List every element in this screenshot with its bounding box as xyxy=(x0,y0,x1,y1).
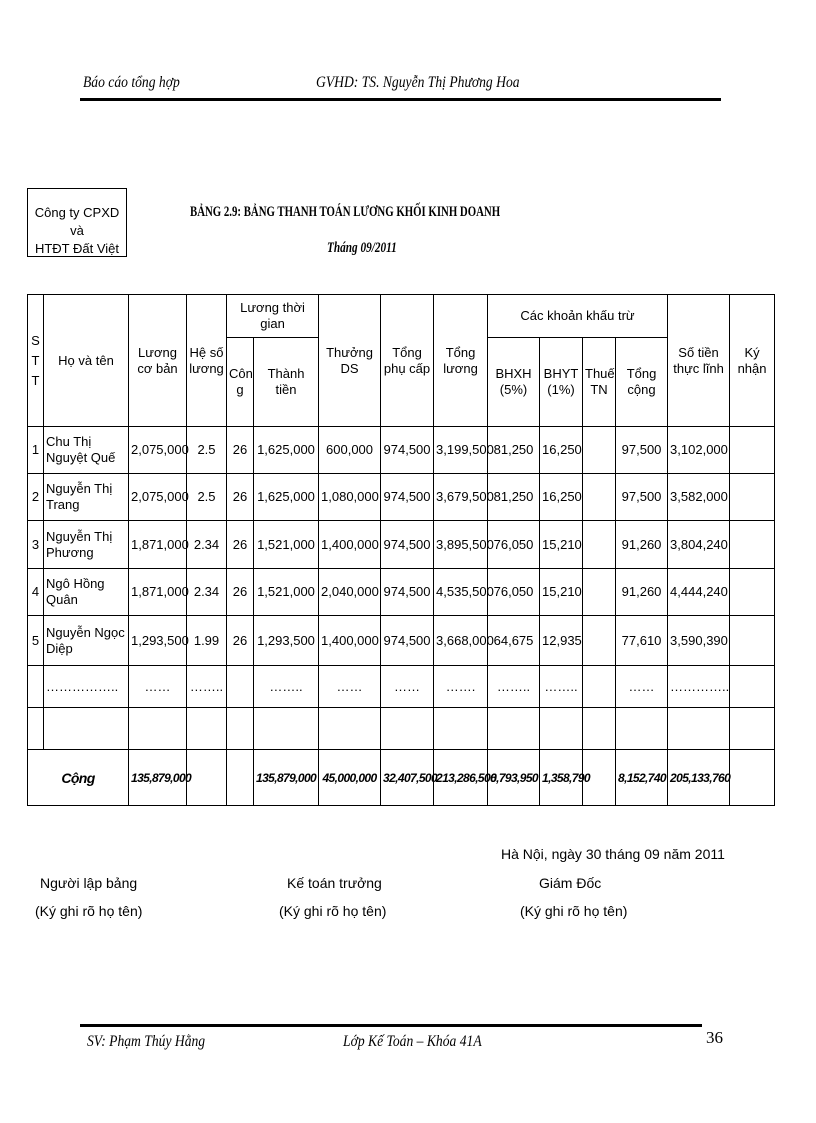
company-line1: Công ty CPXD và xyxy=(34,205,120,238)
header-total-salary: Tổng lương xyxy=(434,295,488,427)
cell-coef: 2.34 xyxy=(187,521,227,569)
cell-bhyt: 15,210 xyxy=(540,569,583,616)
cell-days xyxy=(227,666,254,708)
header-left: Báo cáo tổng hợp xyxy=(83,74,180,91)
cell-bhyt: 16,250 xyxy=(540,427,583,474)
cell-name: Nguyễn Thị Trang xyxy=(44,474,129,521)
total-base: 135,879,000 xyxy=(129,750,187,806)
cell-sign xyxy=(730,427,775,474)
cell-total-salary: 3,199,500 xyxy=(434,427,488,474)
cell-bhyt: 12,935 xyxy=(540,616,583,666)
header-tax: Thuế TN xyxy=(583,338,616,427)
cell-net: 4,444,240 xyxy=(668,569,730,616)
footer-rule xyxy=(80,1024,702,1027)
cell-total-salary: 3,668,000 xyxy=(434,616,488,666)
cell-base: 2,075,000 xyxy=(129,474,187,521)
cell-sign xyxy=(730,569,775,616)
header-coef: Hệ số lương xyxy=(187,295,227,427)
header-net: Số tiền thực lĩnh xyxy=(668,295,730,427)
cell-bonus: 2,040,000 xyxy=(319,569,381,616)
cell-base: 2,075,000 xyxy=(129,427,187,474)
cell-total-salary: ……. xyxy=(434,666,488,708)
cell-deduct-total: 97,500 xyxy=(616,474,668,521)
cell-bhxh: 64,675 xyxy=(488,616,540,666)
cell-name: …………….. xyxy=(44,666,129,708)
cell-bhxh: 76,050 xyxy=(488,521,540,569)
cell-net: ………….. xyxy=(668,666,730,708)
total-allowance: 32,407,500 xyxy=(381,750,434,806)
cell-amount: 1,521,000 xyxy=(254,569,319,616)
cell-stt: 4 xyxy=(28,569,44,616)
cell-coef: 2.5 xyxy=(187,474,227,521)
cell-bhyt: 15,210 xyxy=(540,521,583,569)
cell-base: 1,871,000 xyxy=(129,569,187,616)
header-right: GVHD: TS. Nguyễn Thị Phương Hoa xyxy=(316,74,520,91)
header-allowance: Tổng phụ cấp xyxy=(381,295,434,427)
cell-days: 26 xyxy=(227,427,254,474)
table-row xyxy=(28,474,775,521)
cell-tax xyxy=(583,427,616,474)
header-days: Côn g xyxy=(227,338,254,427)
cell-name: Nguyễn Thị Phương xyxy=(44,521,129,569)
cell-stt: 2 xyxy=(28,474,44,521)
cell-bonus: …… xyxy=(319,666,381,708)
header-bhyt: BHYT (1%) xyxy=(540,338,583,427)
cell-days: 26 xyxy=(227,616,254,666)
cell-stt: 3 xyxy=(28,521,44,569)
total-salary: 213,286,500 xyxy=(434,750,488,806)
cell-tax xyxy=(583,569,616,616)
cell-stt: 5 xyxy=(28,616,44,666)
total-label: Cộng xyxy=(28,750,129,806)
cell-bonus: 1,080,000 xyxy=(319,474,381,521)
table-row-empty xyxy=(28,708,775,750)
total-bhyt: 1,358,790 xyxy=(540,750,583,806)
cell-allowance: 974,500 xyxy=(381,616,434,666)
table-row xyxy=(28,616,775,666)
cell-base: 1,871,000 xyxy=(129,521,187,569)
cell-amount: 1,625,000 xyxy=(254,474,319,521)
cell-allowance: 974,500 xyxy=(381,521,434,569)
cell-total-salary: 3,895,500 xyxy=(434,521,488,569)
footer-student: SV: Phạm Thúy Hằng xyxy=(87,1033,206,1050)
total-net: 205,133,760 xyxy=(668,750,730,806)
cell-total-salary: 3,679,500 xyxy=(434,474,488,521)
cell-tax xyxy=(583,616,616,666)
company-box xyxy=(27,188,127,257)
header-sign: Ký nhận xyxy=(730,295,775,427)
cell-amount: …….. xyxy=(254,666,319,708)
cell-bhyt: 16,250 xyxy=(540,474,583,521)
cell-bhxh: …….. xyxy=(488,666,540,708)
total-deduct: 8,152,740 xyxy=(616,750,668,806)
total-bhxh: 6,793,950 xyxy=(488,750,540,806)
cell-bhxh: 81,250 xyxy=(488,474,540,521)
total-row xyxy=(28,750,775,806)
cell-allowance: 974,500 xyxy=(381,569,434,616)
payroll-table xyxy=(27,294,775,806)
cell-coef: 1.99 xyxy=(187,616,227,666)
cell-deduct-total: …… xyxy=(616,666,668,708)
cell-sign xyxy=(730,666,775,708)
cell-coef: 2.34 xyxy=(187,569,227,616)
signature-date: Hà Nội, ngày 30 tháng 09 năm 2011 xyxy=(501,846,725,862)
total-amount: 135,879,000 xyxy=(254,750,319,806)
cell-bonus: 1,400,000 xyxy=(319,521,381,569)
cell-net: 3,804,240 xyxy=(668,521,730,569)
preparer-title: Người lập bảng xyxy=(40,875,138,891)
director-note: (Ký ghi rõ họ tên) xyxy=(520,903,628,919)
table-row xyxy=(28,427,775,474)
cell-days: 26 xyxy=(227,569,254,616)
cell-days: 26 xyxy=(227,521,254,569)
cell-sign xyxy=(730,521,775,569)
cell-allowance: …… xyxy=(381,666,434,708)
cell-tax xyxy=(583,474,616,521)
cell-allowance: 974,500 xyxy=(381,427,434,474)
cell-bhyt: …….. xyxy=(540,666,583,708)
table-subtitle: Tháng 09/2011 xyxy=(327,240,397,256)
cell-net: 3,590,390 xyxy=(668,616,730,666)
cell-stt xyxy=(28,666,44,708)
cell-amount: 1,625,000 xyxy=(254,427,319,474)
cell-amount: 1,521,000 xyxy=(254,521,319,569)
header-deduct-group: Các khoản khấu trừ xyxy=(488,295,668,338)
header-deduct-total: Tổng cộng xyxy=(616,338,668,427)
accountant-note: (Ký ghi rõ họ tên) xyxy=(279,903,387,919)
cell-total-salary: 4,535,500 xyxy=(434,569,488,616)
cell-coef: 2.5 xyxy=(187,427,227,474)
cell-days: 26 xyxy=(227,474,254,521)
director-title: Giám Đốc xyxy=(539,875,602,891)
cell-bhxh: 81,250 xyxy=(488,427,540,474)
footer-class: Lớp Kế Toán – Khóa 41A xyxy=(343,1033,482,1050)
header-base: Lương cơ bản xyxy=(129,295,187,427)
cell-bonus: 1,400,000 xyxy=(319,616,381,666)
cell-deduct-total: 97,500 xyxy=(616,427,668,474)
header-stt: S T T xyxy=(28,295,44,427)
page-number: 36 xyxy=(706,1028,723,1047)
cell-deduct-total: 77,610 xyxy=(616,616,668,666)
header-amount: Thành tiền xyxy=(254,338,319,427)
header-name: Họ và tên xyxy=(44,295,129,427)
cell-amount: 1,293,500 xyxy=(254,616,319,666)
cell-net: 3,582,000 xyxy=(668,474,730,521)
company-line2: HTĐT Đất Việt xyxy=(34,241,120,256)
cell-sign xyxy=(730,474,775,521)
table-row-placeholder xyxy=(28,666,775,708)
cell-deduct-total: 91,260 xyxy=(616,569,668,616)
cell-sign xyxy=(730,616,775,666)
cell-name: Ngô Hồng Quân xyxy=(44,569,129,616)
header-bhxh: BHXH (5%) xyxy=(488,338,540,427)
cell-tax xyxy=(583,666,616,708)
header-rule xyxy=(80,98,721,101)
cell-tax xyxy=(583,521,616,569)
header-time-group: Lương thời gian xyxy=(227,295,319,338)
cell-bonus: 600,000 xyxy=(319,427,381,474)
cell-name: Chu Thị Nguyệt Quế xyxy=(44,427,129,474)
cell-stt: 1 xyxy=(28,427,44,474)
preparer-note: (Ký ghi rõ họ tên) xyxy=(35,903,143,919)
cell-base: 1,293,500 xyxy=(129,616,187,666)
cell-allowance: 974,500 xyxy=(381,474,434,521)
table-title: BẢNG 2.9: BẢNG THANH TOÁN LƯƠNG KHỐI KINH DOANH xyxy=(190,204,501,220)
accountant-title: Kế toán trưởng xyxy=(287,875,382,891)
header-bonus: Thưởng DS xyxy=(319,295,381,427)
cell-bhxh: 76,050 xyxy=(488,569,540,616)
total-bonus: 45,000,000 xyxy=(319,750,381,806)
cell-deduct-total: 91,260 xyxy=(616,521,668,569)
table-row xyxy=(28,521,775,569)
cell-net: 3,102,000 xyxy=(668,427,730,474)
cell-base: …… xyxy=(129,666,187,708)
cell-coef: …….. xyxy=(187,666,227,708)
cell-name: Nguyễn Ngọc Diệp xyxy=(44,616,129,666)
table-row xyxy=(28,569,775,616)
